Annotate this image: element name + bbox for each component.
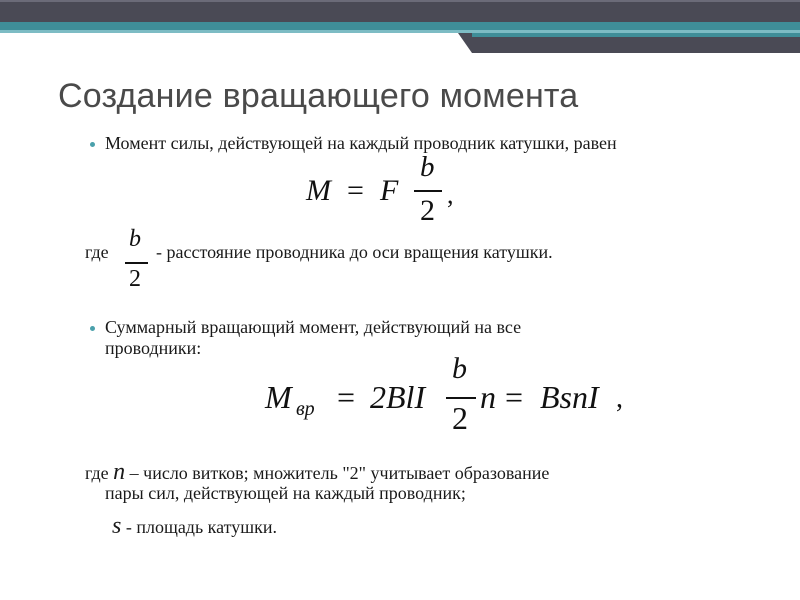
bullet-1-text: Момент силы, действующей на каждый проводник катушки, равен [105,133,617,153]
header-bar [0,0,800,22]
formula-2-fraction-bar [446,397,476,399]
formula-2-subscript: вр [296,398,315,420]
formula-2-eq-1: = [337,379,356,415]
where-1-prefix: где [85,242,109,262]
where-3-line [112,515,277,538]
formula-2-tail: , [616,383,623,414]
where-1-text: - расстояние проводника до оси вращения катушки. [156,242,553,262]
formula-2-den: 2 [452,400,468,436]
where-1-den: 2 [129,266,141,292]
formula-1-num: b [420,151,435,183]
formula-2-lhs: M [265,379,292,415]
formula-2-rhs: BsnI [540,379,599,415]
formula-1-den: 2 [420,194,435,227]
slide-title: Создание вращающего момента [58,77,579,115]
where-2-var-n: n [113,459,126,485]
bullet-marker [90,326,95,331]
formula-2-n: n [480,379,496,415]
bullet-2-line-2: проводники: [105,338,202,358]
formula-1-eq: = [347,174,364,207]
where-2-prefix: где [85,463,109,483]
formula-2-mid: 2BlI [370,379,426,415]
where-3-text: - площадь катушки. [125,517,278,537]
header-accent-stripe [0,22,800,30]
formula-1-fraction-bar [414,190,442,192]
formula-1-tail: , [447,180,454,209]
formula-2-eq-2: = [505,379,524,415]
formula-2-num: b [452,352,467,385]
formula-1-f: F [380,174,399,207]
bullet-marker [90,142,95,147]
where-2-line-1 [85,461,549,484]
where-3-var-s: s [112,513,122,539]
where-1-fraction-bar [125,262,148,264]
header-tab [472,33,800,53]
where-2-line-2: пары сил, действующей на каждый проводник; [105,483,466,503]
bullet-2-line-1: Суммарный вращающий момент, действующий на все [105,317,522,337]
formula-1-lhs: M [306,174,331,207]
where-2-text: – число витков; множитель "2" учитывает образование [129,463,550,483]
where-1-num: b [129,226,141,252]
